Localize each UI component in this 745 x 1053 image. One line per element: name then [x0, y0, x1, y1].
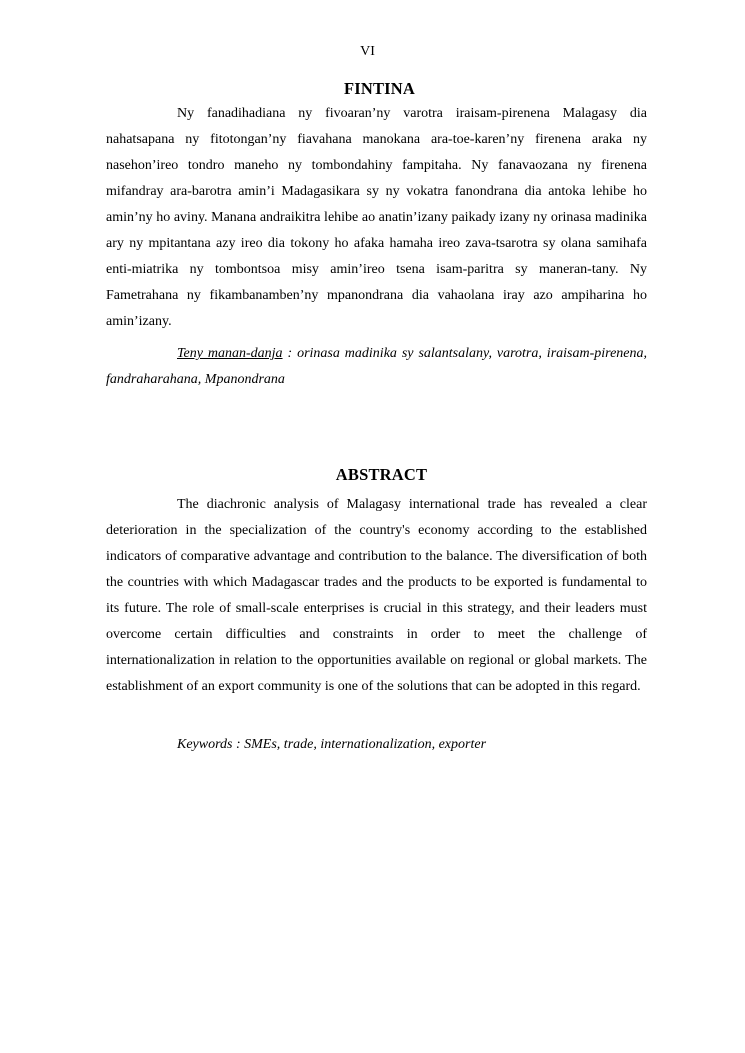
fintina-keywords-separator: :	[282, 346, 298, 361]
abstract-paragraph: The diachronic analysis of Malagasy international trade has revealed a clear deterioration in the specialization of the country's economy according to the established indicators of comparative advantage and contribution to the balance. The diversification of both the countries with which Madagascar trades and the products to be exported is fundamental to its future. The role of small-scale enterprises is crucial in this strategy, and their leaders must overcome certain difficulties and constraints in order to meet the challenge of internationalization in relation to the opportunities available on regional or global markets. The establishment of an export community is one of the solutions that can be adopted in this regard.	[106, 497, 647, 694]
abstract-keywords: Keywords : SMEs, trade, internationalization, exporter	[177, 737, 487, 752]
fintina-title: FINTINA	[343, 79, 416, 98]
fintina-keywords-label: Teny manan-danja	[177, 346, 283, 361]
page-number: VI	[360, 44, 375, 59]
fintina-paragraph: Ny fanadihadiana ny fivoaran’ny varotra iraisam-pirenena Malagasy dia nahatsapana ny fitotongan’ny fiavahana manokana ara-toe-karen’ny firenena araka ny nasehon’ireo tondro maneho ny tombondahiny fampitaha. Ny fanavaozana ny firenena mifandray ara-barotra amin’i Madagasikara sy ny vokatra fanondrana dia antoka lehibe ho amin’ny ho aviny. Manana andraikitra lehibe ao anatin’izany paikady izany ny orinasa madinika ary ny mpitantana azy ireo dia tokony ho afaka hamaha ireo zava-tsarotra sy olana samihafa enti-miatrika ny tombontsoa misy amin’ireo tsena isam-paritra sy maneran-tany. Ny Fametrahana ny fikambanamben’ny mpanondrana dia vahaolana iray azo ampiharina ho amin’izany.	[106, 106, 647, 329]
fintina-keywords	[106, 341, 647, 393]
fintina-keywords-text: orinasa madinika sy salantsalany, varotra, iraisam-pirenena, fandraharahana, Mpanondrana	[106, 346, 647, 387]
abstract-title: ABSTRACT	[335, 465, 428, 484]
